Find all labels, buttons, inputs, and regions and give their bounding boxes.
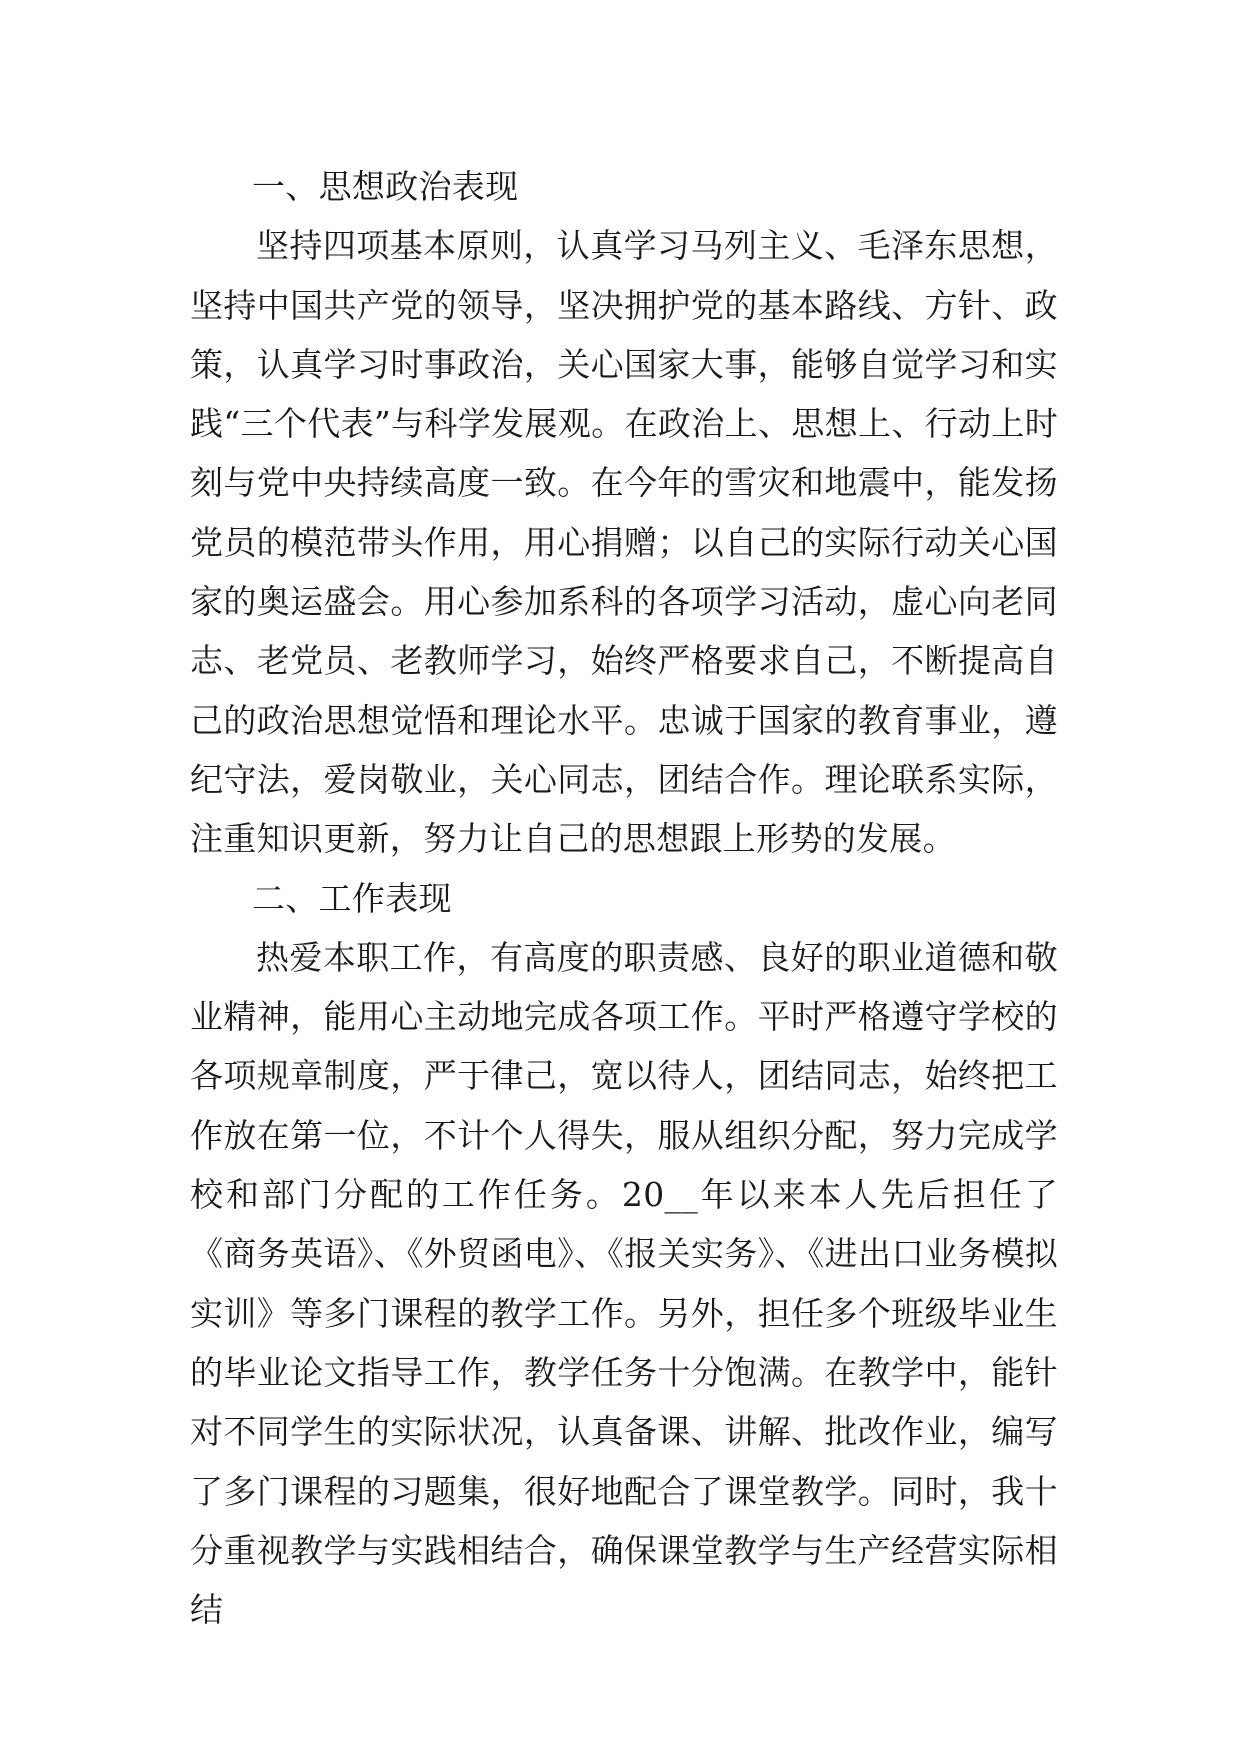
paragraph-political: 坚持四项基本原则，认真学习马列主义、毛泽东思想，坚持中国共产党的领导，坚决拥护党的基本路线、方针、政策，认真学习时事政治，关心国家大事，能够自觉学习和实践“三个代表”与科学发展观。在政治上、思想上、行动上时刻与党中央持续高度一致。在今年的雪灾和地震中，能发扬党员的模范带头作用，用心捐赠；以自己的实际行动关心国家的奥运盛会。用心参加系科的各项学习活动，虚心向老同志、老党员、老教师学习，始终严格要求自己，不断提高自己的政治思想觉悟和理论水平。忠诚于国家的教育事业，遵纪守法，爱岗敬业，关心同志，团结合作。理论联系实际，注重知识更新，努力让自己的思想跟上形势的发展。 bbox=[190, 226, 1058, 859]
section-heading-work: 二、工作表现 bbox=[252, 878, 452, 918]
paragraph-work: 热爱本职工作，有高度的职责感、良好的职业道德和敬业精神，能用心主动地完成各项工作。平时严格遵守学校的各项规章制度，严于律己，宽以待人，团结同志，始终把工作放在第一位，不计个人得失，服从组织分配，努力完成学校和部门分配的工作任务。20__年以来本人先后担任了《商务英语》、《外贸函电》、《报关实务》、《进出口业务模拟实训》等多门课程的教学工作。另外，担任多个班级毕业生的毕业论文指导工作，教学任务十分饱满。在教学中，能针对不同学生的实际状况，认真备课、讲解、批改作业，编写了多门课程的习题集，很好地配合了课堂教学。同时，我十分重视教学与实践相结合，确保课堂教学与生产经营实际相结 bbox=[190, 937, 1058, 1630]
section-heading-political: 一、思想政治表现 bbox=[252, 167, 519, 206]
document-body bbox=[190, 157, 1058, 1639]
